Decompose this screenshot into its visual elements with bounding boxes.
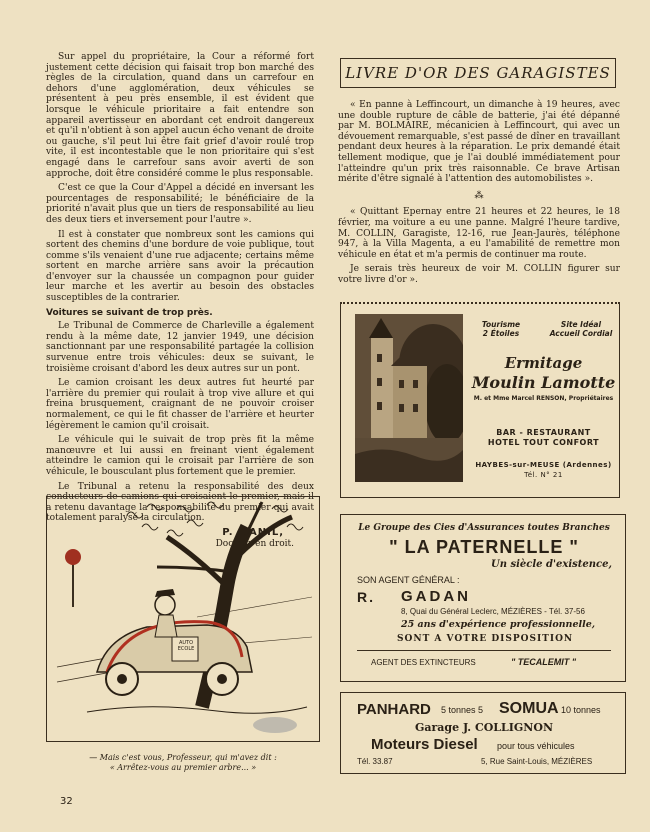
- author-title: Docteur en droit.: [215, 538, 294, 549]
- paragraph: Le Tribunal de Commerce de Charleville a également rendu à la même date, 12 janvier 1949, une décision sanctionnant par une responsabilité partagée la collision survenue entre trois véhicules: deux se suivant, le troisième croisant d'abord les deux autres sur un pont.: [46, 321, 314, 374]
- hotel-tag: Accueil Cordial: [549, 329, 613, 338]
- agent-name: GADAN: [401, 588, 471, 605]
- agent-experience: 25 ans d'expérience professionnelle,: [401, 619, 596, 630]
- agent-initial: R.: [357, 589, 375, 605]
- caption-line: « Arrêtez-vous au premier arbre... »: [109, 763, 257, 772]
- hotel-advertisement: [340, 302, 620, 498]
- testimonial: Je serais très heureux de voir M. COLLIN figurer sur votre livre d'or ».: [338, 264, 620, 285]
- paternelle-name: " LA PATERNELLE ": [389, 537, 579, 557]
- hotel-phone: Tél. N° 21: [524, 471, 563, 479]
- garage-name: Garage J. COLLIGNON: [414, 721, 553, 734]
- paragraph: C'est ce que la Cour d'Appel a décidé en inversant les pourcentages de responsabilité; le bénéficiaire de la priorité n'avait plus que un tiers de responsabilité au lieu des deux tiers et inversement pour l'autre ».: [46, 183, 314, 225]
- agent-label: SON AGENT GÉNÉRAL :: [357, 575, 460, 585]
- testimonial: « Quittant Epernay entre 21 heures et 22 heures, le 18 février, ma voiture a eu une panne. Malgré l'heure tardive, M. COLLIN, Garagiste, 12-16, rue Jean-Jaurès, téléphone 947, à la Villa Magenta, a eu l'amabilité de remettre mon véhicule en état et m'a permis de continuer ma route.: [338, 207, 620, 260]
- cartoon-caption: [46, 753, 320, 773]
- hotel-name-line1: Ermitage: [504, 354, 583, 372]
- garage-phone: Tél. 33.87: [357, 757, 393, 766]
- cartoon-drawing: [47, 497, 319, 741]
- hotel-owners: M. et Mme Marcel RENSON, Propriétaires: [473, 395, 614, 402]
- article-column: [46, 52, 314, 549]
- garage-address: 5, Rue Saint-Louis, MÉZIÈRES: [481, 757, 593, 766]
- livre-dor-column: [338, 100, 620, 290]
- agent-address: 8, Quai du Général Leclerc, MÉZIÈRES - Tél. 37-56: [401, 607, 585, 616]
- paragraph: Il est à constater que nombreux sont les camions qui sortent des chemins d'une bordure de voie publique, tout comme s'ils venaient d'une rue adjacente; certains même sortent en marche arrière sans avoir la précaution d'envoyer sur la chaussée un compagnon pour guider leur marche et les avertir au besoin des obstacles susceptibles de la contrarier.: [46, 229, 314, 304]
- somua-tonnage: 10 tonnes: [561, 705, 601, 715]
- diesel-engines: Moteurs Diesel: [371, 736, 478, 753]
- paragraph: Sur appel du propriétaire, la Cour a réformé fort justement cette décision qui faisait trop bon marché des règles de la circulation, quand dans un carrefour en dehors d'une agglomération, deux véhicules se présentent à peu près ensemble, il est évident que lorsque le véhicule prioritaire a fait entendre son appareil avertisseur en abordant cet endroit dangereux et qu'il n'obtient à son appel aucun écho venant de droite ou gauche, s'il peut lui être fait grief d'avoir roulé trop vite, il est incontestable que le non prioritaire qui s'est engagé dans le carrefour sans avoir averti de son approche, doit être considéré comme le plus responsable.: [46, 52, 314, 179]
- hotel-photo: [355, 314, 463, 482]
- cartoon-frame: [46, 496, 320, 742]
- ad-divider: [357, 650, 611, 651]
- paternelle-slogan: Un siècle d'existence,: [491, 559, 612, 570]
- author-signature: P. MANIL,: [222, 526, 284, 538]
- livre-dor-title: LIVRE D'OR DES GARAGISTES: [340, 58, 616, 88]
- hotel-name-line2: Moulin Lamotte: [471, 373, 616, 392]
- hotel-comfort: HOTEL TOUT CONFORT: [487, 438, 600, 447]
- panhard-advertisement: [340, 692, 626, 774]
- extinct-label: AGENT DES EXTINCTEURS: [371, 658, 476, 667]
- caption-line: — Mais c'est vous, Professeur, qui m'avez dit :: [89, 753, 277, 762]
- panhard-tonnage: 5 tonnes 5: [441, 705, 484, 715]
- cartoon-plate-text: AUTO ECOLE: [177, 640, 195, 652]
- hotel-bar-restaurant: BAR - RESTAURANT: [496, 428, 591, 437]
- paternelle-advertisement: [340, 514, 626, 682]
- agent-disposition: SONT A VOTRE DISPOSITION: [397, 634, 574, 644]
- extinct-brand: " TECALEMIT ": [511, 657, 577, 667]
- panhard-brand: PANHARD: [357, 701, 431, 718]
- separator-stars: ⁂: [474, 190, 484, 201]
- page-number: 32: [60, 796, 73, 807]
- somua-brand: SOMUA: [499, 700, 559, 717]
- hotel-town: HAYBES-sur-MEUSE (Ardennes): [475, 461, 612, 469]
- hotel-tag: 2 Étoiles: [482, 329, 520, 338]
- diesel-sub: pour tous véhicules: [497, 741, 575, 751]
- testimonial: « En panne à Leffincourt, un dimanche à 19 heures, avec une double rupture de câble de batterie, j'ai été dépanné par M. BOLMAIRE, mécanicien à Leffincourt, qui avec un dévouement remarquable, s'est passé de dîner en travaillant pendant deux heures à la réparation. Le prix demandé était tellement modique, que je l'ai doublé immédiatement pour l'atteindre qu'un prix très raisonnable. Ce brave Artisan mérite d'être signalé à l'attention des automobilistes ».: [338, 100, 620, 185]
- paragraph: Le camion croisant les deux autres fut heurté par l'arrière du premier qui roulait à trop vive allure et qui freina brusquement, craignant de ne pouvoir croiser normalement, ce qui le fit chasser de l'arrière et heurter légèrement le camion qu'il croisait.: [46, 378, 314, 431]
- section-subheading: Voitures se suivant de trop près.: [46, 307, 213, 318]
- hotel-tag: Tourisme: [481, 320, 521, 329]
- paragraph: Le véhicule qui le suivait de trop près fit la même manœuvre et lui aussi en freinant vient également atteindre le camion qui le croisait par l'arrière de son véhicule, le bousculant plus fortement que le premier.: [46, 435, 314, 477]
- insurance-group-line: Le Groupe des Cies d'Assurances toutes Branches: [358, 523, 610, 533]
- hotel-tag: Site Idéal: [560, 320, 602, 329]
- paragraph: Le Tribunal a retenu la responsabilité des deux conducteurs de camions qui croisaient le premier, mais il a retenu davantage la responsabilité du premier qui avait totalement paralysé la circulation.: [46, 481, 314, 524]
